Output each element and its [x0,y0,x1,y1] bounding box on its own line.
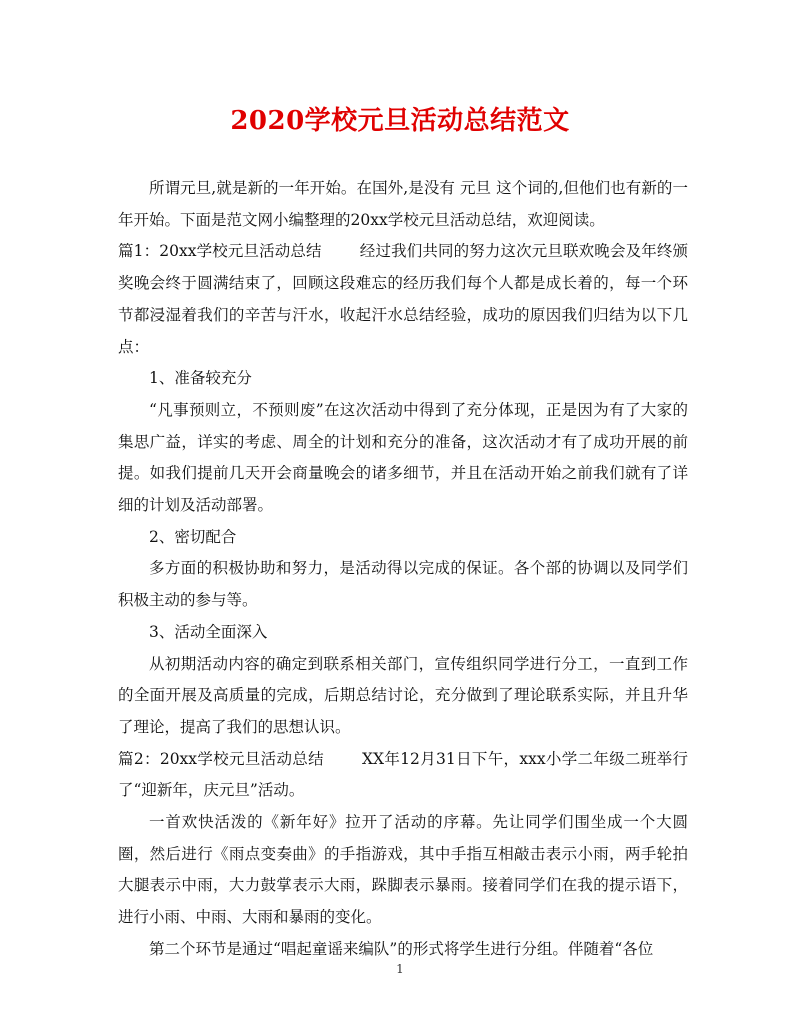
part2-heading: 篇2：20xx学校元旦活动总结 [118,749,324,768]
part2-paragraph [118,744,688,807]
section1-paragraph: “凡事预则立，不预则废”在这次活动中得到了充分体现，正是因为有了大家的集思广益，详实的考虑、周全的计划和充分的准备，这次活动才有了成功开展的前提。如我们提前几天开会商量晚会的诸多细节，并且在活动开始之前我们就有了详细的计划及活动部署。 [118,400,688,515]
section2-paragraph: 多方面的积极协助和努力，是活动得以完成的保证。各个部的协调以及同学们积极主动的参与等。 [118,559,688,610]
section3-paragraph: 从初期活动内容的确定到联系相关部门，宣传组织同学进行分工，一直到工作的全面开展及高质量的完成，后期总结讨论，充分做到了理论联系实际，并且升华了理论，提高了我们的思想认识。 [118,654,688,736]
section1-heading: 1、准备较充分 [149,369,252,388]
section2-heading: 2、密切配合 [149,527,237,546]
part1-paragraph [118,236,688,363]
document-body [118,173,688,966]
song-paragraph: 一首欢快活泼的《新年好》拉开了活动的序幕。先让同学们围坐成一个大圆圈，然后进行《雨点变奏曲》的手指游戏，其中手指互相敲击表示小雨，两手轮拍大腿表示中雨，大力鼓掌表示大雨，跺脚表示暴雨。接着同学们在我的提示语下，进行小雨、中雨、大雨和暴雨的变化。 [118,813,688,927]
part1-heading: 篇1：20xx学校元旦活动总结 [118,242,322,261]
section3-heading: 3、活动全面深入 [149,622,268,641]
page-number: 1 [396,962,404,976]
intro-paragraph: 所谓元旦,就是新的一年开始。在国外,是没有 元旦 这个词的,但他们也有新的一年开始。下面是范文网小编整理的20xx学校元旦活动总结，欢迎阅读。 [118,179,688,229]
part1-text: 经过我们共同的努力这次元旦联欢晚会及年终颁奖晚会终于圆满结束了，回顾这段难忘的经历我们每个人都是成长着的，每一个环节都浸湿着我们的辛苦与汗水，收起汗水总结经验，成功的原因我们归结为以下几点： [118,242,688,356]
document-title: 2020学校元旦活动总结范文 [230,106,570,136]
grouping-paragraph: 第二个环节是通过“唱起童谣来编队”的形式将学生进行分组。伴随着“各位 [149,939,654,958]
part2-text: XX年12月31日下午，xxx小学二年级二班举行了“迎新年，庆元旦”活动。 [118,749,688,800]
